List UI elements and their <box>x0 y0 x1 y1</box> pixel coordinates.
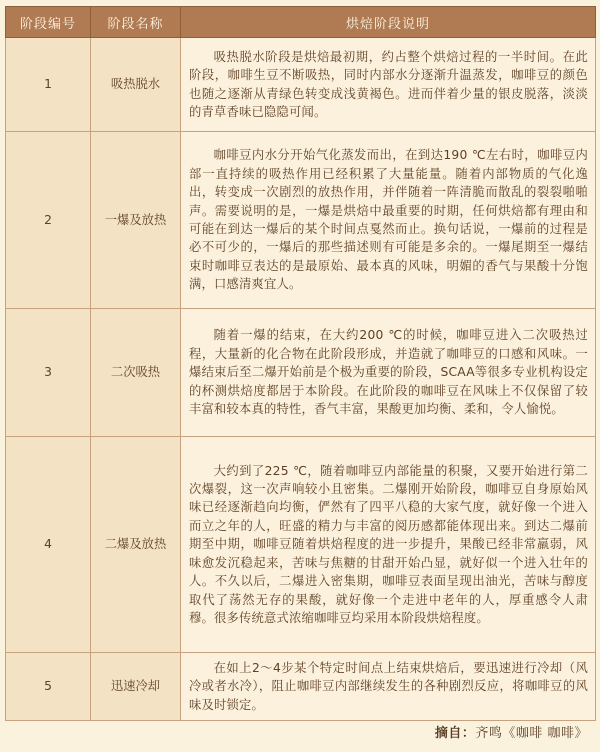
stage-number: 3 <box>6 309 91 437</box>
stage-number: 2 <box>6 132 91 309</box>
stage-description: 咖啡豆内水分开始气化蒸发而出，在到达190 ℃左右时，咖啡豆内部一直持续的吸热作用已经积累了大量能量。随着内部物质的气化逸出，转变成一次剧烈的放热作用，并伴随着一阵清脆而散乱的裂裂啪啪声。需要说明的是，一爆是烘焙中最重要的时期，任何烘焙都有理由和可能在到达一爆后的某个时间点戛然而止。换句话说，一爆前的过程是必不可少的，一爆后的那些描述则有可能是多余的。一爆尾期至一爆结束时咖啡豆表达的是最原始、最本真的风味，明媚的香气与果酸十分饱满，口感清爽宜人。 <box>181 132 596 309</box>
stage-name: 吸热脱水 <box>91 38 181 132</box>
header-stage-description: 烘焙阶段说明 <box>181 7 596 38</box>
source-text: 齐鸣《咖啡 咖啡》 <box>475 726 588 741</box>
source-label: 摘自： <box>434 726 476 741</box>
stage-description: 随着一爆的结束，在大约200 ℃的时候，咖啡豆进入二次吸热过程，大量新的化合物在此阶段形成，并造就了咖啡豆的口感和风味。一爆结束后至二爆开始前是个极为重要的阶段，SCAA等很多专业机构设定的杯测烘焙度都居于本阶段。在此阶段的咖啡豆在风味上不仅保留了较丰富和较本真的特性，香气丰富，果酸更加均衡、柔和，令人愉悦。 <box>181 309 596 437</box>
header-stage-name: 阶段名称 <box>91 7 181 38</box>
table-row <box>6 132 596 309</box>
stage-name: 二次吸热 <box>91 309 181 437</box>
stage-description: 在如上2～4步某个特定时间点上结束烘焙后，要迅速进行冷却（风冷或者水冷），阻止咖啡豆内部继续发生的各种剧烈反应，将咖啡豆的风味及时锁定。 <box>181 653 596 721</box>
source-citation <box>435 722 588 741</box>
table-row <box>6 653 596 721</box>
header-stage-number: 阶段编号 <box>6 7 91 38</box>
stage-description: 大约到了225 ℃，随着咖啡豆内部能量的积聚，又要开始进行第二次爆裂，这一次声响较小且密集。二爆刚开始阶段，咖啡豆自身原始风味已经逐渐趋向均衡，俨然有了四平八稳的大家气度，就好像一个进入而立之年的人，旺盛的精力与丰富的阅历感都能体现出来。到达二爆前期至中期，咖啡豆随着烘焙程度的进一步提升，果酸已经非常羸弱，风味愈发沉稳起来，苦味与焦糖的甘甜开始凸显，就好似一个进入壮年的人。不久以后，二爆进入密集期，咖啡豆表面呈现出油光，苦味与醇度取代了荡然无存的果酸，就好像一个走进中老年的人，厚重感令人肃穆。很多传统意式浓缩咖啡豆均采用本阶段烘焙程度。 <box>181 437 596 653</box>
stage-number: 5 <box>6 653 91 721</box>
table-row <box>6 437 596 653</box>
stage-name: 二爆及放热 <box>91 437 181 653</box>
table-row <box>6 309 596 437</box>
stage-number: 1 <box>6 38 91 132</box>
table-header-row <box>6 7 596 38</box>
table-row <box>6 38 596 132</box>
roasting-stages-table-frame <box>5 6 595 715</box>
roasting-stages-table <box>5 6 596 721</box>
stage-description: 吸热脱水阶段是烘焙最初期，约占整个烘焙过程的一半时间。在此阶段，咖啡生豆不断吸热，同时内部水分逐渐升温蒸发，咖啡豆的颜色也随之逐渐从青绿色转变成浅黄褐色。进而伴着少量的银皮脱落，淡淡的青草香味已隐隐可闻。 <box>181 38 596 132</box>
stage-name: 一爆及放热 <box>91 132 181 309</box>
stage-number: 4 <box>6 437 91 653</box>
stage-name: 迅速冷却 <box>91 653 181 721</box>
